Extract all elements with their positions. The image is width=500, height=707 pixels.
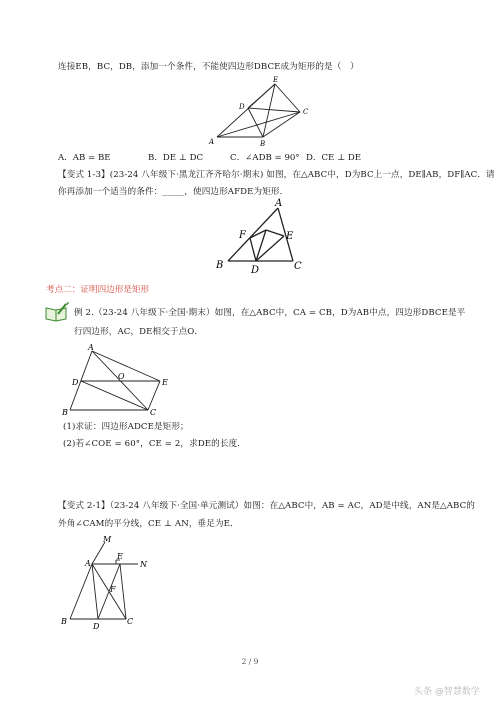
page-number: 2 / 9 xyxy=(241,657,259,666)
watermark-text: 头条 @智慧数学 xyxy=(414,687,480,697)
example-2-line2: 行四边形，AC，DE相交于点O． xyxy=(74,327,204,337)
fig1-label-c: C xyxy=(303,108,309,116)
fig2-label-b: B xyxy=(216,260,224,271)
question-intro-text: 连接EB，BC，DB，添加一个条件，不能使四边形DBCE成为矩形的是（ ） xyxy=(58,62,359,72)
figure-3-parallelogram xyxy=(62,343,192,423)
option-c[interactable]: C．∠ADB = 90° xyxy=(230,153,300,163)
section-2-title: 考点二：证明四边形是矩形 xyxy=(46,285,150,295)
fig4-label-a: A xyxy=(85,559,91,568)
fig2-label-a: A xyxy=(275,198,283,209)
fig3-label-b: B xyxy=(62,408,68,417)
fig2-label-c: C xyxy=(294,261,302,272)
example-2-question-2: (2)若∠COE = 60°，CE = 2，求DE的长度． xyxy=(63,439,246,449)
example-2-question-1: (1)求证：四边形ADCE是矩形； xyxy=(63,422,189,432)
book-pencil-icon xyxy=(44,302,70,322)
fig3-label-o: O xyxy=(118,372,125,381)
option-d[interactable]: D．CE ⊥ DE xyxy=(306,153,362,163)
figure-1-quadrilateral xyxy=(205,74,325,154)
variant-1-3-line1: 【变式 1-3】(23-24 八年级下·黑龙江齐齐哈尔·期末) 如图，在△ABC中，D为BC上一点，DE∥AB，DF∥AC．请 xyxy=(58,170,495,180)
fig1-label-d: D xyxy=(239,103,245,111)
variant-1-3-line2: 你再添加一个适当的条件：_____，使四边形AFDE为矩形． xyxy=(58,187,289,197)
fig3-label-a: A xyxy=(88,343,94,352)
fig1-label-a: A xyxy=(209,138,215,146)
fig4-label-b: B xyxy=(61,617,67,626)
figure-2-triangle xyxy=(208,198,328,278)
fig4-label-c: C xyxy=(127,617,134,626)
option-b[interactable]: B．DE ⊥ DC xyxy=(148,153,204,163)
fig2-label-d: D xyxy=(251,265,260,276)
fig4-label-m: M xyxy=(103,535,112,544)
fig2-label-f: F xyxy=(239,230,246,241)
fig3-label-d: D xyxy=(72,378,79,387)
fig2-label-e: E xyxy=(286,231,294,242)
fig3-label-e: E xyxy=(162,378,168,387)
example-2-line1: 例 2.（23-24 八年级下·全国·期末）如图，在△ABC中，CA = CB，D为AB中点，四边形DBCE是平 xyxy=(74,308,466,318)
variant-2-1-line1: 【变式 2-1】（23-24 八年级下·全国·单元测试）如图：在△ABC中，AB = AC，AD是中线，AN是△ABC的 xyxy=(58,501,475,511)
option-a[interactable]: A．AB = BE xyxy=(58,153,111,163)
fig3-label-c: C xyxy=(150,408,157,417)
fig4-label-f: F xyxy=(110,585,116,594)
variant-2-1-line2: 外角∠CAM的平分线，CE ⊥ AN，垂足为E． xyxy=(58,519,239,529)
fig4-label-d: D xyxy=(93,622,100,631)
fig1-label-b: B xyxy=(260,140,266,148)
fig1-label-e: E xyxy=(273,76,279,84)
fig4-label-n: N xyxy=(140,560,147,569)
figure-4-triangle-bisector xyxy=(60,532,170,632)
fig4-label-e: E xyxy=(117,552,123,561)
